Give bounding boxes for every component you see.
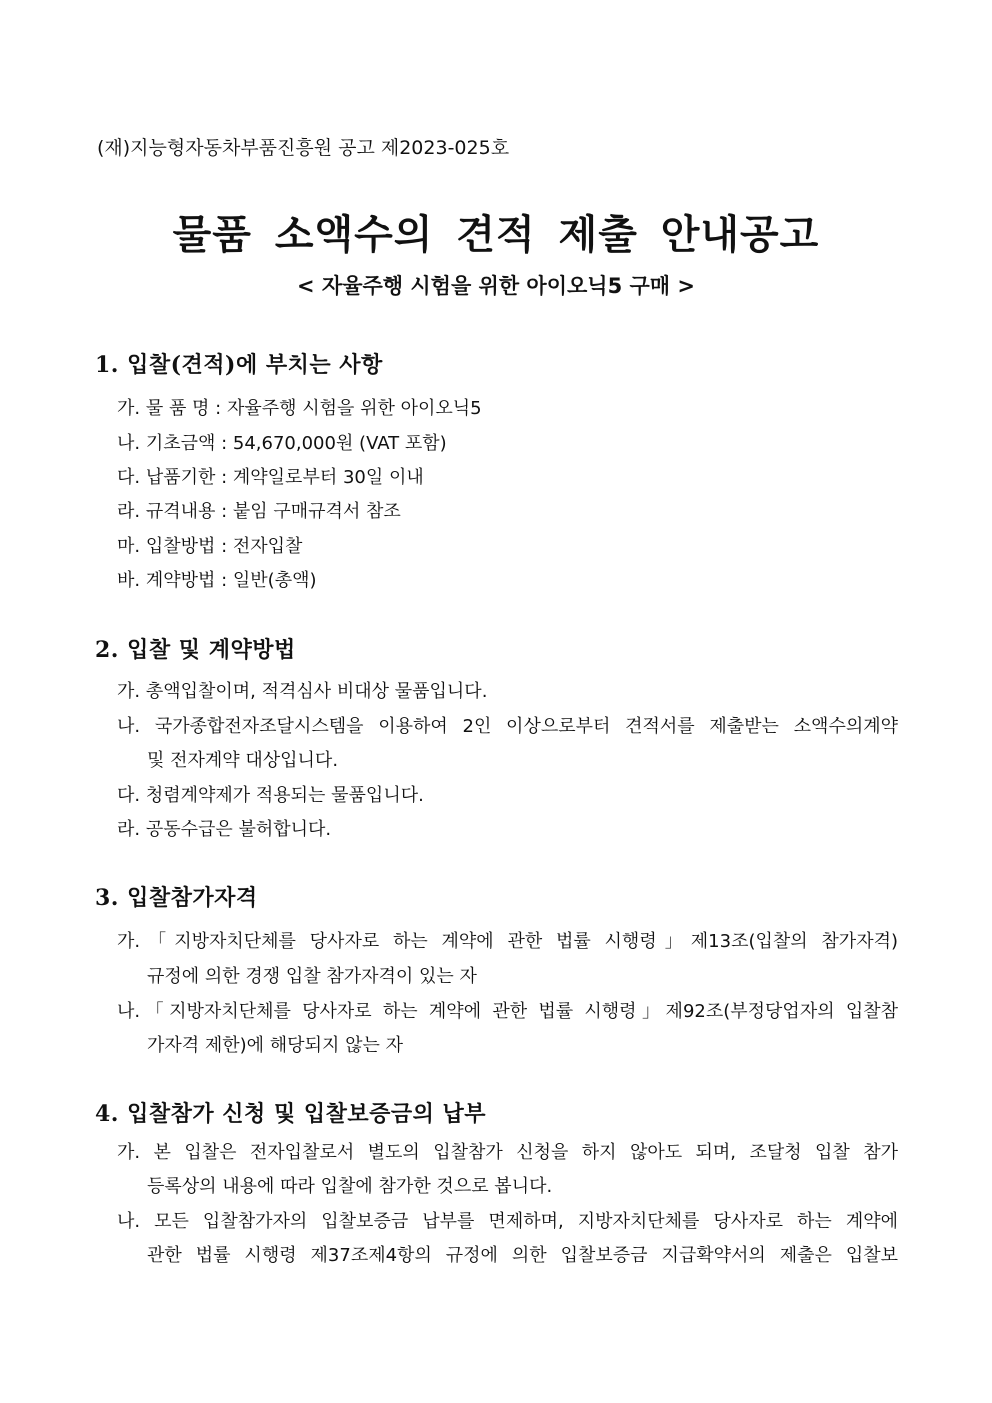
section-3-item-ga-continued: 규정에 의한 경쟁 입찰 참가자격이 있는 자 <box>147 966 477 987</box>
section-3-heading: 3. 입찰참가자격 <box>95 885 258 911</box>
section-1-item-bid-method: 마. 입찰방법 : 전자입찰 <box>117 536 303 557</box>
section-2-item-na: 나. 국가종합전자조달시스템을 이용하여 2인 이상으로부터 견적서를 제출받는 소액수의계약 <box>117 716 898 737</box>
section-4-item-na-continued: 관한 법률 시행령 제37조제4항의 규정에 의한 입찰보증금 지급확약서의 제출은 입찰보 <box>147 1245 898 1266</box>
section-4-heading: 4. 입찰참가 신청 및 입찰보증금의 납부 <box>95 1101 487 1127</box>
section-2-item-na-continued: 및 전자계약 대상입니다. <box>147 750 339 771</box>
section-1-item-base-price: 나. 기초금액 : 54,670,000원 (VAT 포함) <box>117 433 447 454</box>
section-1-heading: 1. 입찰(견적)에 부치는 사항 <box>95 352 383 378</box>
section-1-item-specification: 라. 규격내용 : 붙임 구매규격서 참조 <box>117 501 401 522</box>
section-3-item-na: 나.「지방자치단체를 당사자로 하는 계약에 관한 법률 시행령」제92조(부정당업자의 입찰참 <box>117 1001 898 1022</box>
page-title: 물품 소액수의 견적 제출 안내공고 <box>172 212 820 258</box>
section-2-item-ga: 가. 총액입찰이며, 적격심사 비대상 물품입니다. <box>117 681 488 702</box>
section-4-item-ga-continued: 등록상의 내용에 따라 입찰에 참가한 것으로 봅니다. <box>147 1176 553 1197</box>
page-subtitle: < 자율주행 시험을 위한 아이오닉5 구매 > <box>297 274 695 298</box>
section-1-item-item-name: 가. 물 품 명 : 자율주행 시험을 위한 아이오닉5 <box>117 398 482 419</box>
section-4-item-ga: 가. 본 입찰은 전자입찰로서 별도의 입찰참가 신청을 하지 않아도 되며, 조달청 입찰 참가 <box>117 1142 898 1163</box>
section-2-heading: 2. 입찰 및 계약방법 <box>95 637 296 663</box>
section-3-item-na-continued: 가자격 제한)에 해당되지 않는 자 <box>147 1035 403 1056</box>
section-3-item-ga: 가.「지방자치단체를 당사자로 하는 계약에 관한 법률 시행령」제13조(입찰의 참가자격) <box>117 931 898 952</box>
section-2-item-da: 다. 청렴계약제가 적용되는 물품입니다. <box>117 785 424 806</box>
section-1-item-delivery-deadline: 다. 납품기한 : 계약일로부터 30일 이내 <box>117 467 424 488</box>
section-2-item-ra: 라. 공동수급은 불허합니다. <box>117 819 332 840</box>
section-4-item-na: 나. 모든 입찰참가자의 입찰보증금 납부를 면제하며, 지방자치단체를 당사자로 하는 계약에 <box>117 1211 898 1232</box>
notice-number: (재)지능형자동차부품진흥원 공고 제2023-025호 <box>97 137 510 159</box>
section-1-item-contract-method: 바. 계약방법 : 일반(총액) <box>117 570 317 591</box>
